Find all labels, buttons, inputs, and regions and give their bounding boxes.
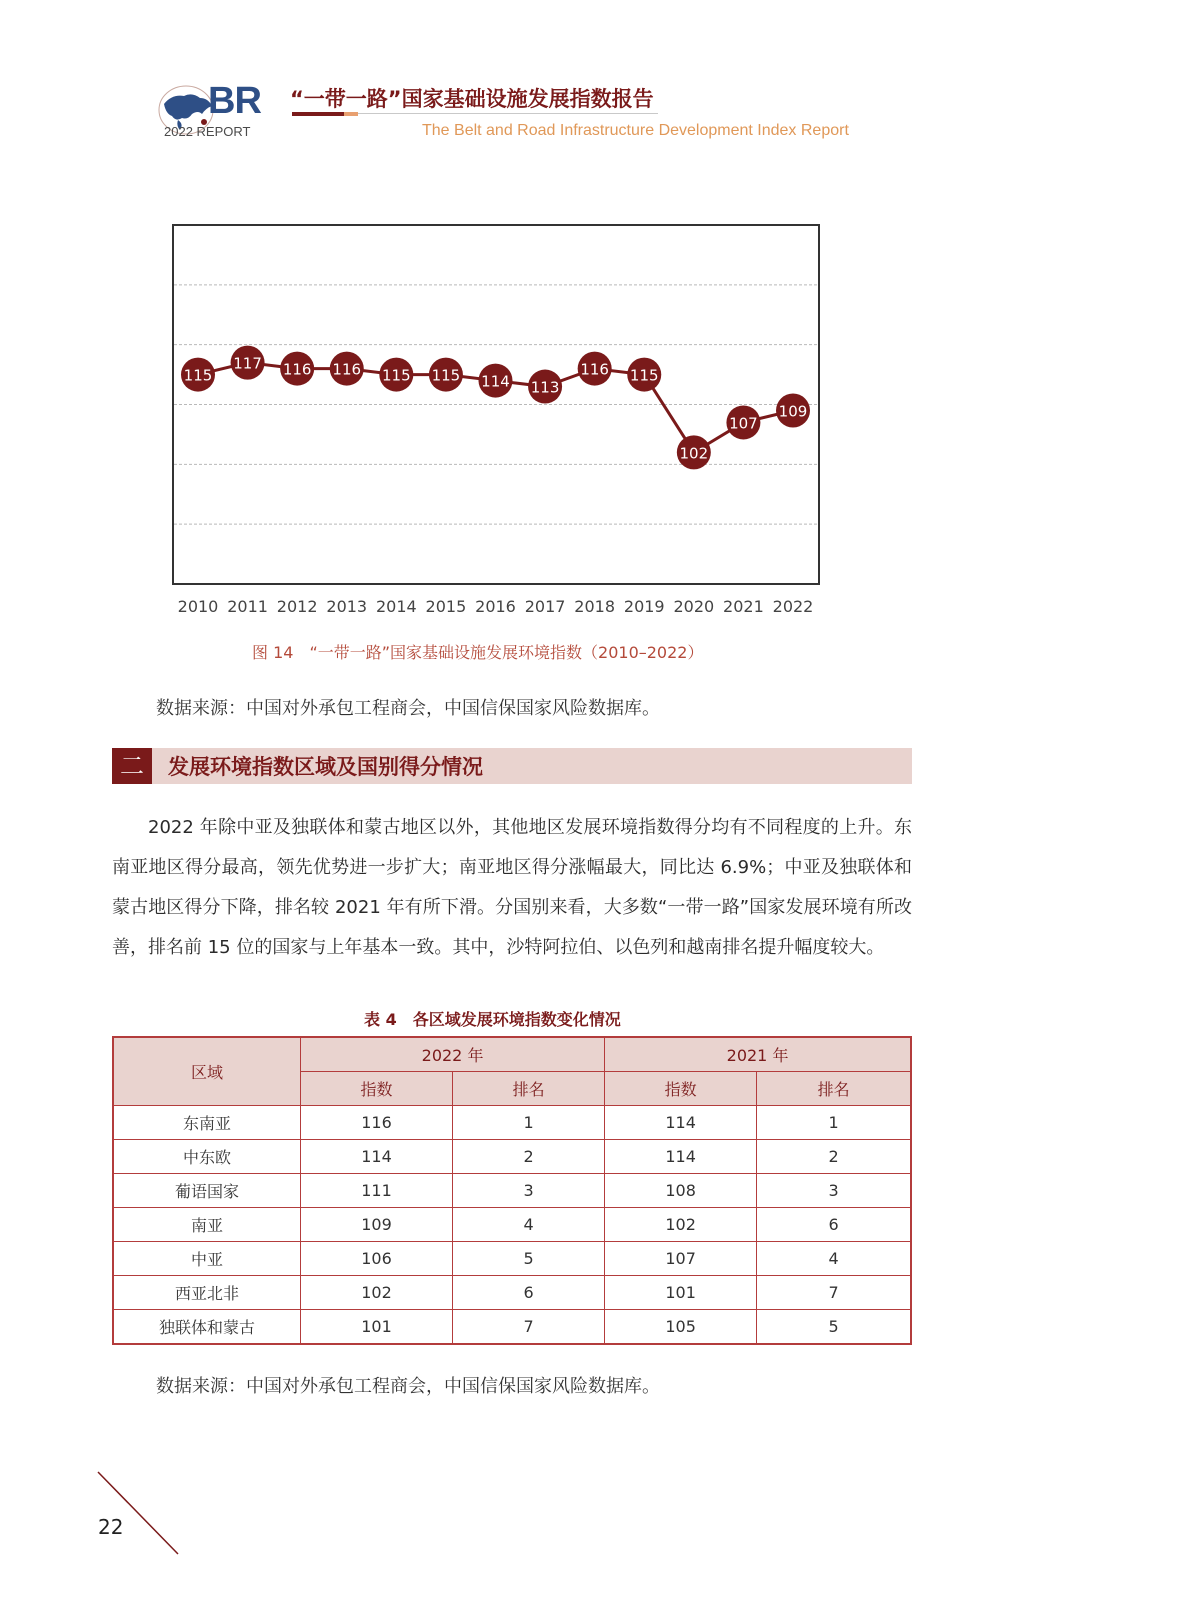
logo-text: BR xyxy=(208,80,261,122)
chart-caption: 图 14 “一带一路”国家基础设施发展环境指数（2010–2022） xyxy=(252,643,704,662)
report-title: “一带一路”国家基础设施发展指数报告 xyxy=(290,87,654,111)
x-tick-label: 2020 xyxy=(673,597,715,616)
data-label: 115 xyxy=(431,366,461,385)
x-tick-label: 2010 xyxy=(177,597,219,616)
table-row xyxy=(113,1106,911,1140)
line-chart xyxy=(172,224,852,620)
table-row xyxy=(113,1208,911,1242)
cell-region: 独联体和蒙古 xyxy=(113,1310,301,1345)
cell-index-2022: 111 xyxy=(301,1174,453,1208)
cell-index-2022: 114 xyxy=(301,1140,453,1174)
cell-index-2021: 114 xyxy=(605,1106,757,1140)
cell-rank-2022: 5 xyxy=(453,1242,605,1276)
cell-index-2021: 108 xyxy=(605,1174,757,1208)
data-label: 102 xyxy=(679,444,709,463)
x-tick-label: 2021 xyxy=(723,597,764,616)
report-subtitle-text: The Belt and Road Infrastructure Development Index Report xyxy=(422,122,849,139)
cell-index-2022: 109 xyxy=(301,1208,453,1242)
cell-region: 中亚 xyxy=(113,1242,301,1276)
table-body xyxy=(113,1106,911,1345)
data-label: 115 xyxy=(629,366,659,385)
cell-rank-2022: 4 xyxy=(453,1208,605,1242)
section-title: 发展环境指数区域及国别得分情况 xyxy=(168,755,483,779)
data-label: 107 xyxy=(729,414,758,433)
cell-index-2021: 105 xyxy=(605,1310,757,1345)
report-subtitle xyxy=(398,122,849,140)
cell-region: 东南亚 xyxy=(113,1106,301,1140)
table-row xyxy=(113,1140,911,1174)
cell-rank-2021: 1 xyxy=(757,1106,911,1140)
table-row xyxy=(113,1174,911,1208)
data-label: 114 xyxy=(481,372,510,391)
x-tick-label: 2018 xyxy=(574,597,616,616)
data-label: 116 xyxy=(580,360,609,379)
cell-rank-2021: 2 xyxy=(757,1140,911,1174)
table-row xyxy=(113,1242,911,1276)
x-tick-label: 2017 xyxy=(524,597,566,616)
x-tick-label: 2013 xyxy=(326,597,368,616)
x-tick-label: 2015 xyxy=(425,597,467,616)
cell-index-2021: 102 xyxy=(605,1208,757,1242)
header-rank-2022: 排名 xyxy=(453,1072,605,1106)
data-label: 116 xyxy=(332,360,362,379)
cell-index-2022: 116 xyxy=(301,1106,453,1140)
cell-region: 葡语国家 xyxy=(113,1174,301,1208)
data-label: 117 xyxy=(233,354,262,373)
cell-rank-2021: 3 xyxy=(757,1174,911,1208)
region-index-table xyxy=(112,1036,912,1345)
table-caption: 表 4 各区域发展环境指数变化情况 xyxy=(364,1010,621,1029)
body-paragraph: 2022 年除中亚及独联体和蒙古地区以外，其他地区发展环境指数得分均有不同程度的上升。东南亚地区得分最高，领先优势进一步扩大；南亚地区得分涨幅最大，同比达 6.9%；中亚及独联体和蒙古地区得分下降，排名较 2021 年有所下滑。分国别来看，大多数“一带一路”国家发展环境有所改善，排名前 15 位的国家与上年基本一致。其中，沙特阿拉伯、以色列和越南排名提升幅度较大。 xyxy=(112,817,912,958)
header-index-2022: 指数 xyxy=(301,1072,453,1106)
header-region: 区域 xyxy=(113,1037,301,1106)
cell-rank-2022: 2 xyxy=(453,1140,605,1174)
logo-subtext: 2022 REPORT xyxy=(164,124,251,139)
title-underline-dark xyxy=(292,112,344,116)
cell-index-2021: 101 xyxy=(605,1276,757,1310)
table-row xyxy=(113,1276,911,1310)
data-label: 109 xyxy=(778,402,808,421)
data-label: 115 xyxy=(382,366,411,385)
cell-rank-2022: 1 xyxy=(453,1106,605,1140)
cell-rank-2021: 4 xyxy=(757,1242,911,1276)
cell-rank-2022: 3 xyxy=(453,1174,605,1208)
page-number: 22 xyxy=(98,1515,124,1539)
x-tick-label: 2016 xyxy=(475,597,516,616)
x-tick-label: 2014 xyxy=(375,597,417,616)
title-underline-accent xyxy=(344,112,358,116)
cell-index-2021: 114 xyxy=(605,1140,757,1174)
header-rank-2021: 排名 xyxy=(757,1072,911,1106)
cell-index-2022: 106 xyxy=(301,1242,453,1276)
header-year-2021: 2021 年 xyxy=(605,1037,911,1072)
x-tick-label: 2019 xyxy=(623,597,665,616)
cell-index-2022: 102 xyxy=(301,1276,453,1310)
data-label: 115 xyxy=(183,366,213,385)
data-label: 113 xyxy=(530,378,560,397)
report-logo xyxy=(158,80,268,142)
cell-region: 中东欧 xyxy=(113,1140,301,1174)
cell-rank-2021: 6 xyxy=(757,1208,911,1242)
cell-rank-2021: 7 xyxy=(757,1276,911,1310)
cell-index-2021: 107 xyxy=(605,1242,757,1276)
data-source-note: 数据来源：中国对外承包工程商会，中国信保国家风险数据库。 xyxy=(156,1376,660,1397)
x-tick-label: 2022 xyxy=(772,597,814,616)
cell-region: 南亚 xyxy=(113,1208,301,1242)
cell-region: 西亚北非 xyxy=(113,1276,301,1310)
title-underline-rule xyxy=(358,113,658,114)
x-tick-label: 2012 xyxy=(276,597,318,616)
table-header-row xyxy=(113,1037,911,1072)
data-source-note: 数据来源：中国对外承包工程商会，中国信保国家风险数据库。 xyxy=(156,698,660,719)
cell-rank-2022: 6 xyxy=(453,1276,605,1310)
cell-index-2022: 101 xyxy=(301,1310,453,1345)
header-index-2021: 指数 xyxy=(605,1072,757,1106)
section-number: 二 xyxy=(112,748,152,784)
cell-rank-2022: 7 xyxy=(453,1310,605,1345)
x-tick-label: 2011 xyxy=(227,597,268,616)
data-label: 116 xyxy=(282,360,312,379)
header-year-2022: 2022 年 xyxy=(301,1037,605,1072)
cell-rank-2021: 5 xyxy=(757,1310,911,1345)
table-row xyxy=(113,1310,911,1345)
